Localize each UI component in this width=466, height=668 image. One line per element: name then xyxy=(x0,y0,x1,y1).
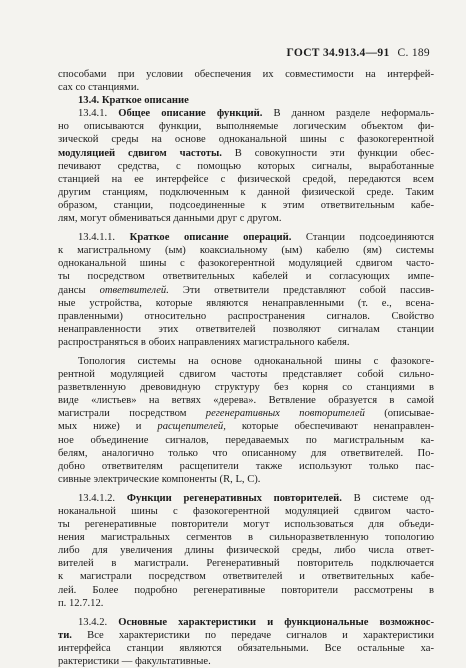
text-line: ненаправленности этих ответвителей позволяют сигналам станции xyxy=(58,323,434,335)
text-line: но описываются функции, выполняемые логическим объектом фи- xyxy=(58,121,434,133)
text-line: виде «листьев» на ветвях «дерева». Ветвление образуется в самой xyxy=(58,395,434,407)
paragraph-p0 xyxy=(58,68,434,94)
text-line: модуляцией сдвигом частоты. В совокупности эти функции обес- xyxy=(58,147,434,159)
paragraph-h1 xyxy=(58,94,434,107)
text-line: нения магистральных сегментов в сильноразветвленную топологию xyxy=(58,532,434,544)
paragraph-p1 xyxy=(58,107,434,225)
text-line: к магистрали посредством ответвителей и ответвительных кабе- xyxy=(58,571,434,583)
text-line: рактеристики — факультативные. xyxy=(58,656,211,668)
text-line: сивные электрические компоненты (R, L, C). xyxy=(58,473,261,485)
text-line: 13.4.2. Основные характеристики и функциональные возможнос- xyxy=(78,616,434,628)
text-line: ные устройства, которые являются ненаправленными (т. е., всена- xyxy=(58,297,434,309)
text-line: распространяться в обоих направлениях магистрального кабеля. xyxy=(58,336,350,348)
text-line: зической среды на основе одноканальной шины с фазокогерентной xyxy=(58,134,434,146)
text-line: Топология системы на основе одноканальной шины с фазокоге- xyxy=(78,355,434,367)
page-header xyxy=(286,47,430,59)
text-line: 13.4.1. Общее описание функций. В данном разделе неформаль- xyxy=(78,108,434,120)
text-line: 13.4.1.2. Функции регенеративных повторителей. В системе од- xyxy=(78,492,434,504)
text-line: либо для увеличения длины физической среды, либо числа ответ- xyxy=(58,545,434,557)
text-line: белям, аналогично только что описанному для ответвителей. По- xyxy=(58,447,434,459)
text-line: п. 12.7.12. xyxy=(58,597,104,609)
text-line: ты посредством ответвительных кабелей и согласующих импе- xyxy=(58,271,434,283)
body-text xyxy=(58,68,434,668)
text-line: разветвленную древовидную структуру без корня со станциями в xyxy=(58,382,434,394)
text-line: ти. Все характеристики по передаче сигналов и характеристики xyxy=(58,629,434,641)
text-line: 13.4. Краткое описание xyxy=(78,95,189,107)
text-line: одноканальной шины с фазокогерентной модуляцией сдвигом часто- xyxy=(58,258,434,270)
text-line: правленными) относительно распространения сигналов. Свойство xyxy=(58,310,434,322)
text-line: магистрали посредством регенеративных повторителей (описывае- xyxy=(58,408,434,420)
text-line: рентной модуляцией сдвигом частоты представляет собой сильно- xyxy=(58,369,434,381)
text-line: ное объединение сигналов, передаваемых по магистральным ка- xyxy=(58,434,434,446)
text-line: ты регенеративные повторители могут использоваться для объеди- xyxy=(58,519,434,531)
text-line: вителей в магистрали. Регенеративный повторитель подключается xyxy=(58,558,434,570)
standard-number: ГОСТ 34.913.4—91 xyxy=(286,47,390,59)
text-line: лям, могут обмениваться данными друг с другом. xyxy=(58,213,282,225)
text-line: печивают средства, с помощью которых сигналы, выработанные xyxy=(58,160,434,172)
text-line: сах со станциями. xyxy=(58,82,140,94)
text-line: 13.4.1.1. Краткое описание операций. Станции подсоединяются xyxy=(78,232,435,244)
text-line: интерфейса станции являются обязательными. Все остальные ха- xyxy=(58,642,434,654)
text-line: к магистральному (ым) коаксиальному (ым) кабелю (ям) системы xyxy=(58,245,434,257)
paragraph-p4 xyxy=(58,492,434,610)
text-line: лей. Более подробно регенеративные повторители рассмотрены в xyxy=(58,584,434,596)
text-line: ноканальной шины с фазокогерентной модуляцией сдвигом часто- xyxy=(58,506,434,517)
text-line: станцией на ее интерфейсе с физической средой, передаются всем xyxy=(58,173,434,185)
text-line: способами при условии обеспечения их совместимости на интерфей- xyxy=(58,69,434,80)
text-line: образом, станции, подсоединенные к этим ответвительным кабе- xyxy=(58,199,434,211)
paragraph-p3 xyxy=(58,355,434,486)
paragraph-p5 xyxy=(58,616,434,668)
text-line: мых ниже) и расщепителей, которые обеспечивают ненаправлен- xyxy=(58,421,434,433)
text-line: другим станциям, подключенным к данной физической среде. Таким xyxy=(58,186,434,198)
text-line: добно ответвителям расщепители также используют только пас- xyxy=(58,460,434,472)
page-number: С. 189 xyxy=(397,47,430,59)
paragraph-p2 xyxy=(58,231,434,349)
text-line: дансы ответвителей. Эти ответвители представляют собой пассив- xyxy=(58,284,435,296)
